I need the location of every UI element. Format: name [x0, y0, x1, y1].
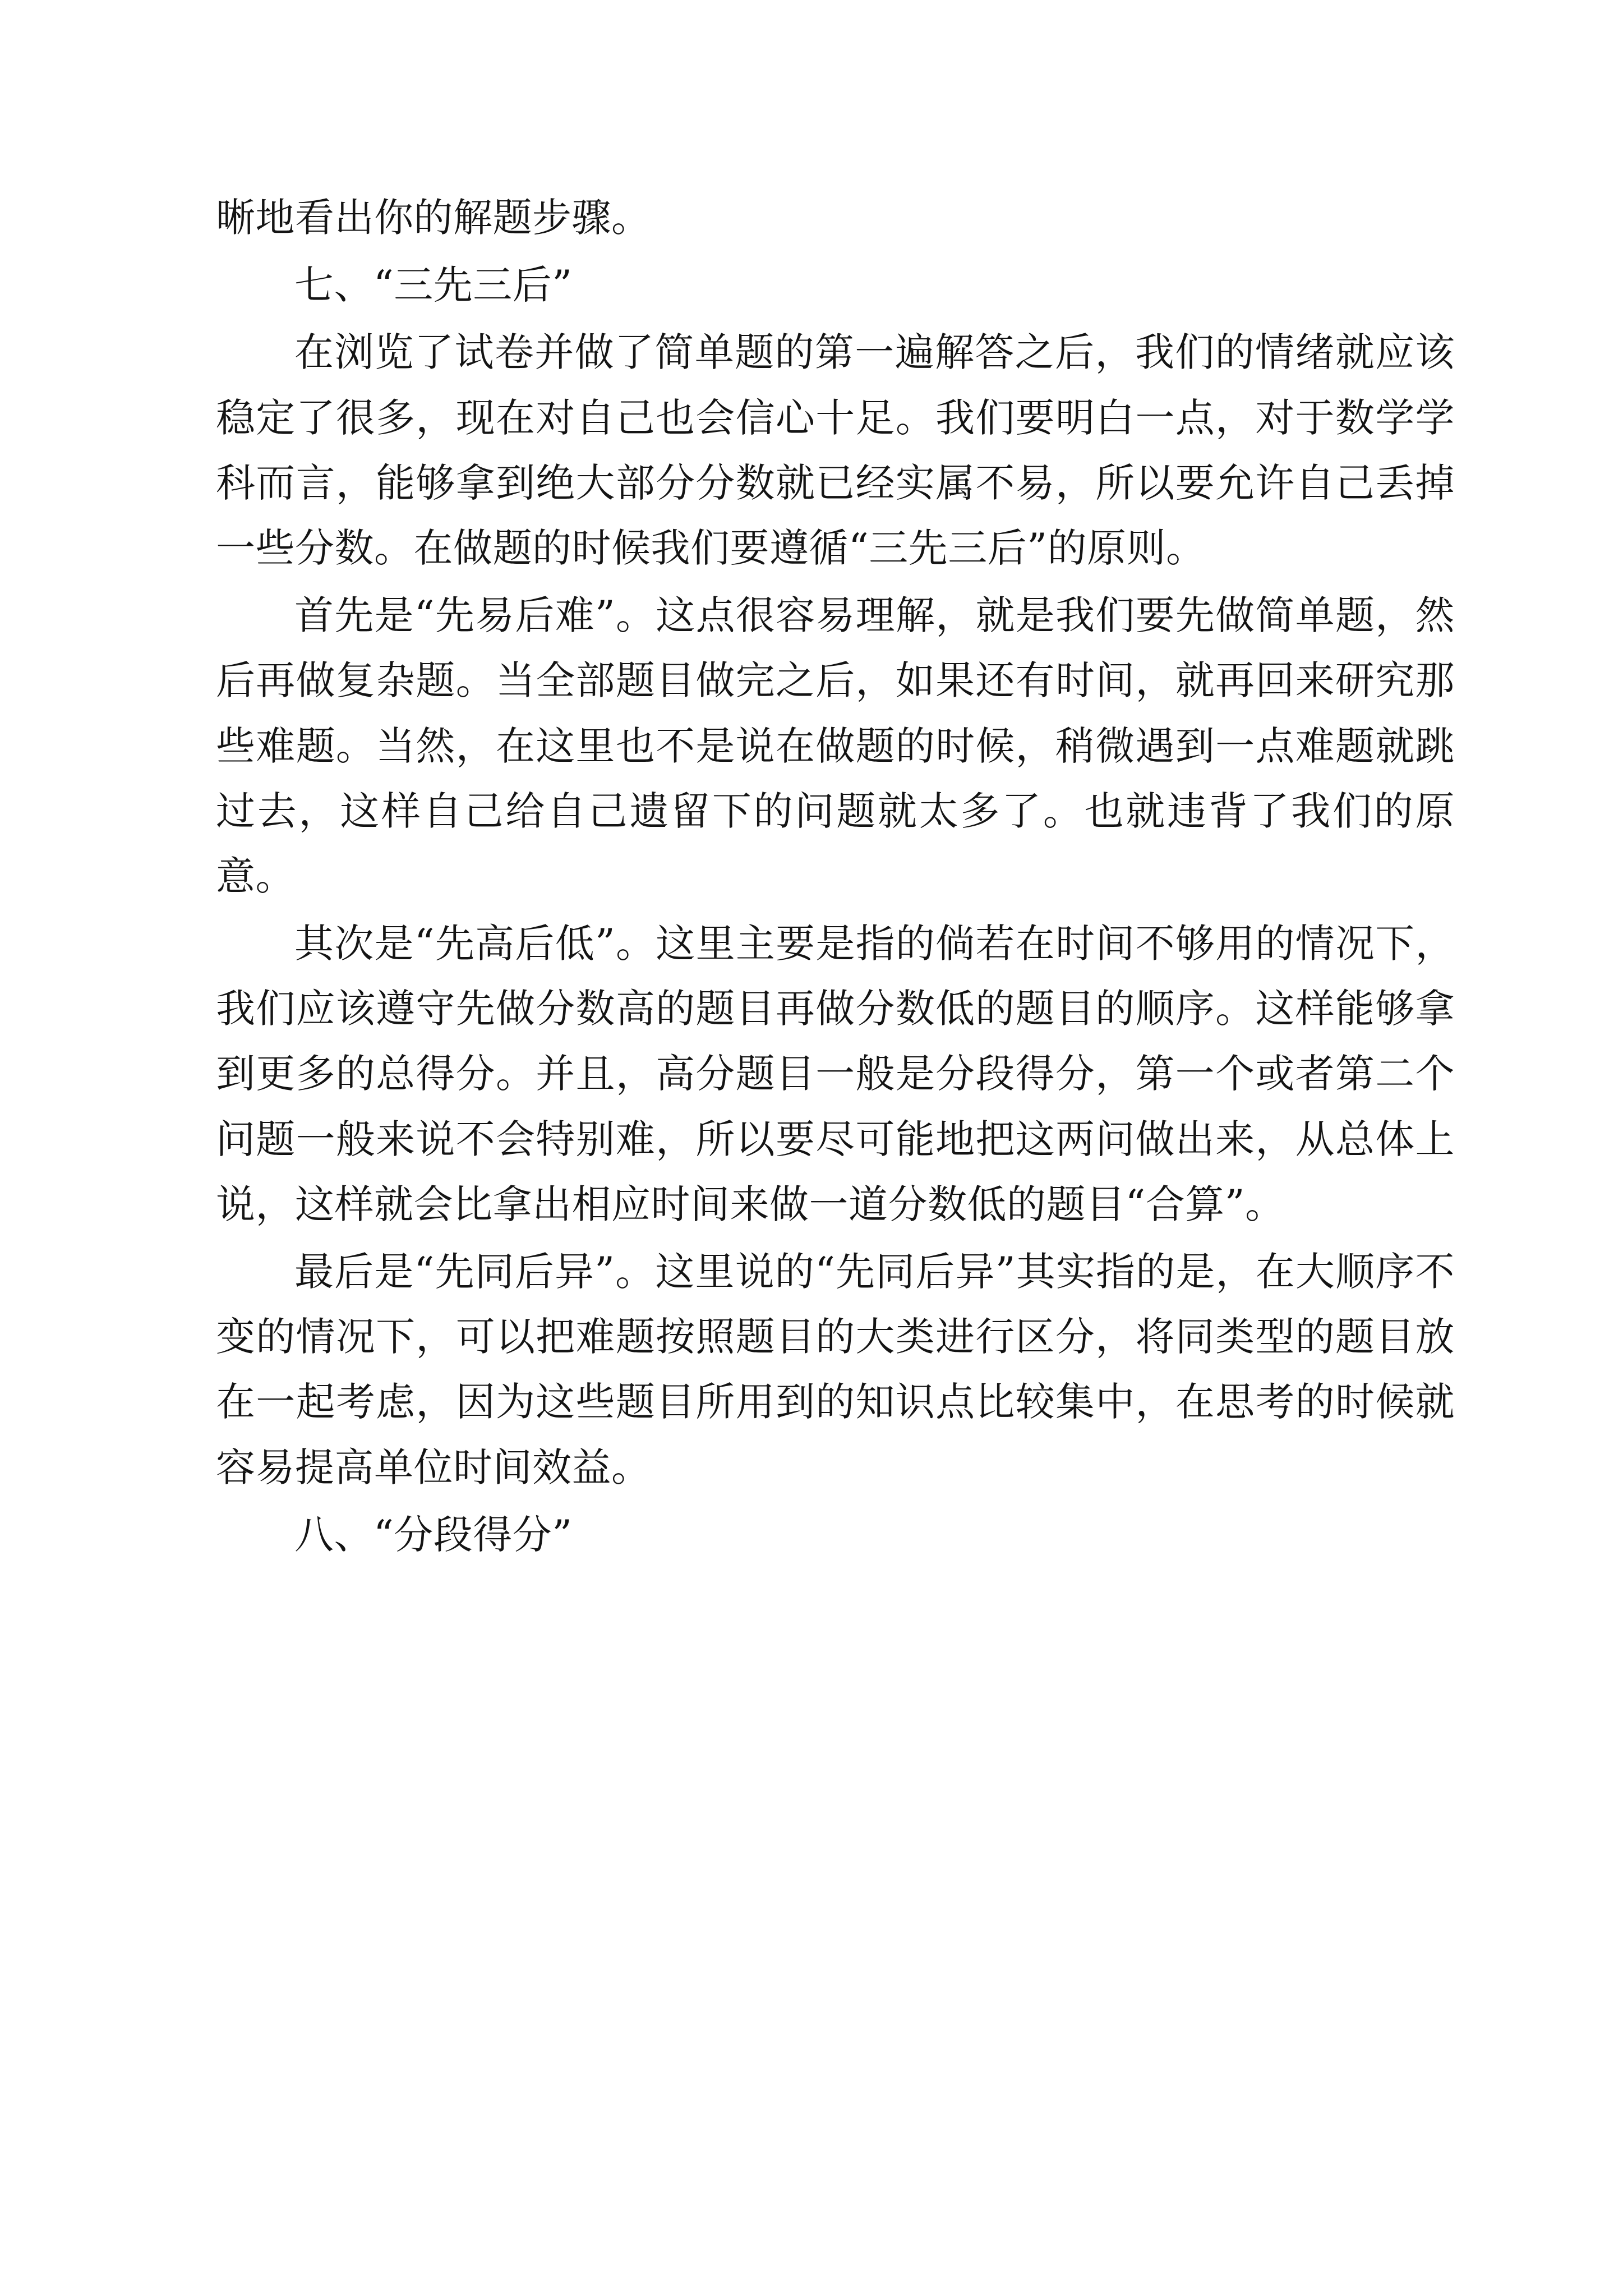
- paragraph-high-score-first: 其次是“先高后低”。这里主要是指的倘若在时间不够用的情况下，我们应该遵守先做分数高的题目再做分数低的题目的顺序。这样能够拿到更多的总得分。并且，高分题目一般是分段得分，第一个或者第二个问题一般来说不会特别难，所以要尽可能地把这两问做出来，从总体上说，这样就会比拿出相应时间来做一道分数低的题目“合算”。: [216, 921, 1455, 1227]
- paragraph-overview-emotion: 在浏览了试卷并做了简单题的第一遍解答之后，我们的情绪就应该稳定了很多，现在对自己也会信心十足。我们要明白一点，对于数学学科而言，能够拿到绝大部分分数就已经实属不易，所以要允许自己丢掉一些分数。在做题的时候我们要遵循“三先三后”的原则。: [216, 329, 1455, 571]
- paragraph-same-type-first: 最后是“先同后异”。这里说的“先同后异”其实指的是，在大顺序不变的情况下，可以把难题按照题目的大类进行区分，将同类型的题目放在一起考虑，因为这些题目所用到的知识点比较集中，在思考的时候就容易提高单位时间效益。: [216, 1249, 1455, 1490]
- document-body: [216, 185, 1455, 1567]
- paragraph-easy-first: 首先是“先易后难”。这点很容易理解，就是我们要先做简单题，然后再做复杂题。当全部题目做完之后，如果还有时间，就再回来研究那些难题。当然，在这里也不是说在做题的时候，稍微遇到一点难题就跳过去，这样自己给自己遗留下的问题就太多了。也就违背了我们的原意。: [216, 592, 1455, 899]
- heading-section-eight: 八、“分段得分”: [294, 1511, 573, 1558]
- paragraph-continued-line: 晰地看出你的解题步骤。: [216, 195, 651, 241]
- heading-section-seven: 七、“三先三后”: [294, 262, 573, 309]
